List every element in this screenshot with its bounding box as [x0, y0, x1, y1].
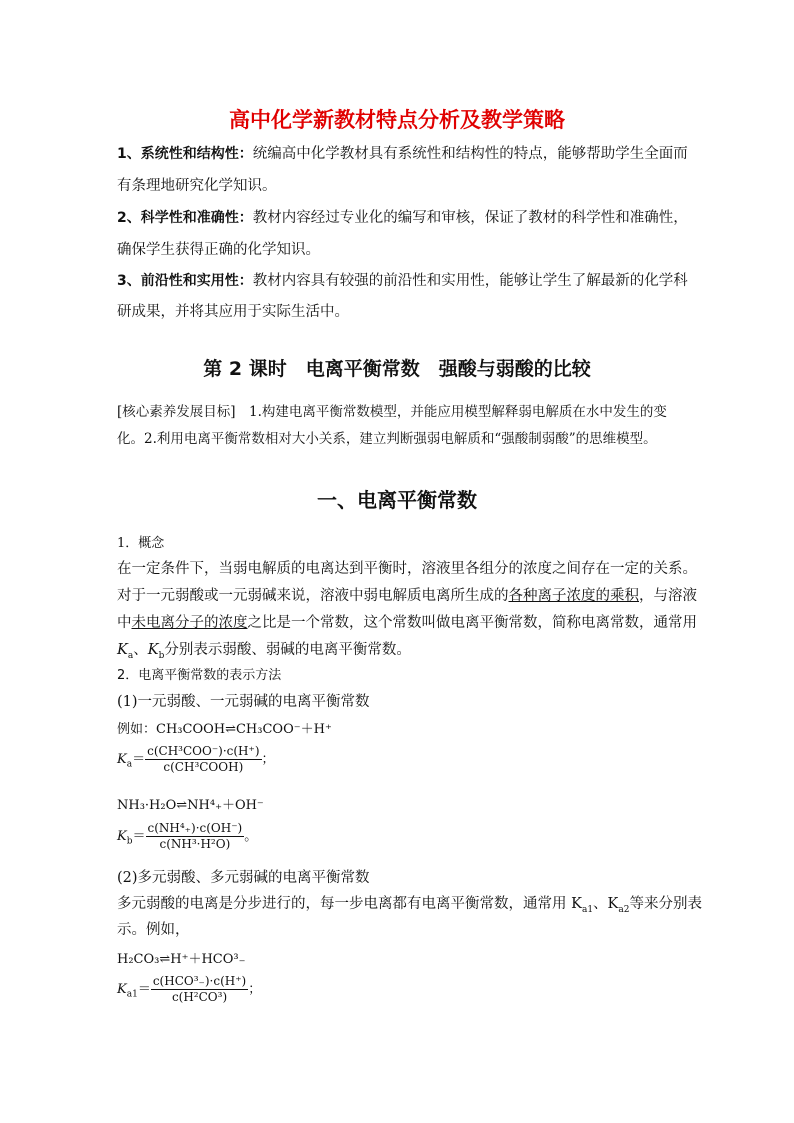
kb-sub: b	[158, 650, 165, 661]
concept-line2-a: 对于一元弱酸或一元弱碱来说，溶液中弱电解质电离所生成的	[117, 588, 509, 604]
concept-line2	[117, 586, 697, 606]
feature-1-label: 1、系统性和结构性：	[117, 146, 253, 162]
kb-end: 。	[244, 829, 258, 844]
kb-symbol: K	[147, 642, 159, 658]
ka1-end: ；	[248, 982, 262, 997]
equation-ammonia: NH₃·H₂O⇌NH⁴₊＋OH⁻	[117, 798, 264, 813]
feature-3-label: 3、前沿性和实用性：	[117, 273, 253, 289]
kb-formula-symbol: K	[117, 829, 127, 844]
concept-sep: 、	[133, 642, 148, 658]
ka1-formula: $K_{a1}=$ $\frac{\text{c(HCO³₋)·c(H⁺)}}{\text{c(H²CO³)}}$ ；	[117, 974, 262, 1004]
poly-line1	[117, 894, 702, 914]
feature-1-line1	[117, 144, 688, 164]
kb-denominator: c(NH³·H²O)	[159, 837, 231, 851]
concept-line3-b: 之比是一个常数，这个常数叫做电离平衡常数，简称电离常数，通常用	[247, 615, 697, 631]
poly-text: 多元弱酸的电离是分步进行的，每一步电离都有电离平衡常数，通常用 K	[117, 896, 582, 912]
poly-sep: 、K	[593, 896, 619, 912]
ka1-fraction	[151, 974, 248, 1005]
ka1-formula-sub: a1	[126, 989, 138, 1000]
ka-formula-symbol: K	[117, 752, 127, 767]
ka-end: ；	[261, 752, 275, 767]
concept-line4-text: 分别表示弱酸、弱碱的电离平衡常数。	[164, 642, 411, 658]
ka1-numerator: c(HCO³₋)·c(H⁺)	[152, 974, 247, 988]
concept-line3	[117, 613, 697, 633]
ka-formula: $K_a=$ $\frac{\text{c(CH³COO⁻)·c(H⁺)}}{\text{c(CH³COOH)}}$ ；	[117, 744, 275, 774]
ka-denominator: c(CH³COOH)	[163, 760, 244, 774]
ka1-formula-symbol: K	[117, 982, 127, 997]
feature-2-text: 教材内容经过专业化的编写和审核，保证了教材的科学性和准确性，	[252, 210, 688, 226]
feature-2-line1	[117, 208, 688, 228]
equation-carbonic: H₂CO₃⇌H⁺＋HCO³₋	[117, 952, 246, 967]
feature-1-text: 统编高中化学教材具有系统性和结构性的特点，能够帮助学生全面而	[252, 146, 688, 162]
concept-line2-b: ，与溶液	[639, 588, 697, 604]
sub-heading-2: (2)多元弱酸、多元弱碱的电离平衡常数	[117, 870, 370, 886]
kb-formula-sub: b	[126, 836, 133, 847]
feature-3-text: 教材内容具有较强的前沿性和实用性，能够让学生了解最新的化学科	[252, 273, 688, 289]
poly-end: 等来分别表	[629, 896, 702, 912]
goals-line1: [核心素养发展目标] 1.构建电离平衡常数模型，并能应用模型解释弱电解质在水中发生的变	[117, 404, 667, 420]
page-title: 高中化学新教材特点分析及教学策略	[229, 108, 565, 132]
equation-acetic: 例如：CH₃COOH⇌CH₃COO⁻＋H⁺	[117, 722, 332, 737]
feature-1-line2: 有条理地研究化学知识。	[117, 178, 277, 194]
concept-line3-a: 中	[117, 615, 132, 631]
ka-sub: a	[127, 650, 134, 661]
ka-numerator: c(CH³COO⁻)·c(H⁺)	[147, 744, 260, 758]
ka-formula-sub: a	[126, 759, 133, 770]
feature-3-line1	[117, 271, 688, 291]
poly-line2: 示。例如，	[117, 922, 190, 938]
feature-2-line2: 确保学生获得正确的化学知识。	[117, 242, 320, 258]
concept-line1: 在一定条件下，当弱电解质的电离达到平衡时，溶液里各组分的浓度之间存在一定的关系。	[117, 561, 697, 577]
ka1-sub: a1	[581, 904, 594, 915]
sub-heading-1: (1)一元弱酸、一元弱碱的电离平衡常数	[117, 694, 370, 710]
kb-numerator: c(NH⁴₊)·c(OH⁻)	[147, 821, 243, 835]
concept-underline-1: 各种离子浓度的乘积	[508, 588, 639, 604]
ka-fraction	[145, 744, 261, 775]
lesson-title: 第 2 课时 电离平衡常数 强酸与弱酸的比较	[203, 358, 591, 380]
kb-fraction	[146, 821, 245, 852]
section-title: 一、电离平衡常数	[317, 488, 477, 512]
ka1-denominator: c(H²CO³)	[171, 990, 228, 1004]
goals-line2: 化。2.利用电离平衡常数相对大小关系，建立判断强弱电解质和“强酸制弱酸”的思维模型。	[117, 431, 657, 447]
feature-3-line2: 研成果，并将其应用于实际生活中。	[117, 304, 349, 320]
expression-heading: 2．电离平衡常数的表示方法	[117, 668, 282, 683]
ka-symbol: K	[117, 642, 128, 658]
concept-line4	[117, 640, 411, 660]
ka2-sub: a2	[618, 904, 630, 915]
kb-formula: $K_b=$ $\frac{\text{c(NH⁴₊)·c(OH⁻)}}{\text{c(NH³·H²O)}}$ 。	[117, 821, 258, 851]
concept-heading: 1．概念	[117, 536, 165, 551]
concept-underline-2: 未电离分子的浓度	[131, 615, 248, 631]
feature-2-label: 2、科学性和准确性：	[117, 210, 253, 226]
